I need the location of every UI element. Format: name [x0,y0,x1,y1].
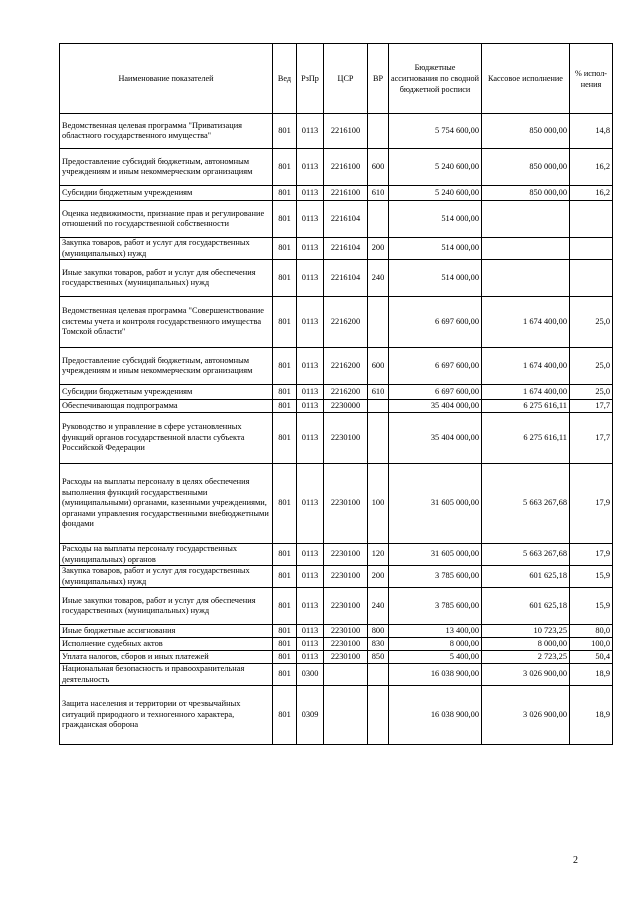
table-cell-csr [324,686,368,745]
table-cell-ved: 801 [273,664,297,686]
table-cell-cash: 2 723,25 [482,651,570,664]
table-cell-csr: 2216100 [324,114,368,149]
table-row [60,651,613,664]
table-cell-vr: 200 [368,566,389,588]
table-row [60,413,613,464]
table-cell-ved: 801 [273,114,297,149]
table-cell-csr: 2230000 [324,400,368,413]
table-cell-rzpr: 0113 [297,638,324,651]
table-cell-vr: 200 [368,238,389,260]
table-cell-assignments: 35 404 000,00 [389,413,482,464]
table-cell-rzpr: 0113 [297,114,324,149]
table-row [60,400,613,413]
table-cell-cash: 6 275 616,11 [482,413,570,464]
table-cell-ved: 801 [273,588,297,625]
table-cell-assignments: 31 605 000,00 [389,464,482,544]
table-cell-assignments: 6 697 600,00 [389,297,482,348]
table-cell-ved: 801 [273,638,297,651]
table-cell-vr: 240 [368,588,389,625]
table-cell-rzpr: 0113 [297,238,324,260]
table-row [60,566,613,588]
table-cell-percent: 18,9 [570,686,613,745]
table-cell-assignments: 5 240 600,00 [389,149,482,186]
header-assignments: Бюджетные ассигнования по сводной бюджетной росписи [389,44,482,114]
table-cell-vr [368,114,389,149]
table-row [60,464,613,544]
table-row [60,260,613,297]
table-row [60,686,613,745]
table-row [60,544,613,566]
table-cell-name: Защита населения и территории от чрезвычайных ситуаций природного и техногенного характера, гражданская оборона [60,686,273,745]
table-cell-assignments: 31 605 000,00 [389,544,482,566]
table-row [60,114,613,149]
table-cell-rzpr: 0113 [297,413,324,464]
table-cell-cash: 10 723,25 [482,625,570,638]
table-cell-vr [368,413,389,464]
table-cell-cash: 1 674 400,00 [482,385,570,400]
table-cell-ved: 801 [273,544,297,566]
table-cell-rzpr: 0113 [297,464,324,544]
table-cell-assignments: 514 000,00 [389,201,482,238]
table-cell-cash: 1 674 400,00 [482,348,570,385]
header-execution-percent: % испол-нения [570,44,613,114]
header-name: Наименование показателей [60,44,273,114]
table-cell-rzpr: 0113 [297,348,324,385]
table-cell-assignments: 6 697 600,00 [389,385,482,400]
header-ved: Вед [273,44,297,114]
table-cell-assignments: 16 038 900,00 [389,686,482,745]
header-csr: ЦСР [324,44,368,114]
table-cell-csr: 2230100 [324,464,368,544]
table-cell-rzpr: 0113 [297,260,324,297]
table-cell-ved: 801 [273,297,297,348]
table-cell-name: Закупка товаров, работ и услуг для государственных (муниципальных) нужд [60,566,273,588]
table-cell-vr: 800 [368,625,389,638]
table-cell-cash: 850 000,00 [482,114,570,149]
table-cell-vr [368,664,389,686]
table-body [60,114,613,745]
table-cell-assignments: 514 000,00 [389,260,482,297]
table-row [60,149,613,186]
table-cell-percent: 16,2 [570,149,613,186]
table-cell-rzpr: 0113 [297,201,324,238]
table-cell-name: Расходы на выплаты персоналу государственных (муниципальных) органов [60,544,273,566]
table-cell-name: Ведомственная целевая программа "Совершенствование системы учета и контроля государственного имущества Томской области" [60,297,273,348]
table-cell-vr: 610 [368,186,389,201]
table-cell-rzpr: 0113 [297,186,324,201]
table-cell-percent: 18,9 [570,664,613,686]
table-cell-ved: 801 [273,686,297,745]
table-cell-vr: 100 [368,464,389,544]
table-cell-csr: 2230100 [324,544,368,566]
table-cell-assignments: 6 697 600,00 [389,348,482,385]
table-cell-ved: 801 [273,651,297,664]
table-cell-csr: 2216200 [324,385,368,400]
table-cell-assignments: 16 038 900,00 [389,664,482,686]
table-cell-csr: 2216100 [324,186,368,201]
table-cell-name: Иные закупки товаров, работ и услуг для обеспечения государственных (муниципальных) нужд [60,588,273,625]
table-row [60,238,613,260]
table-cell-name: Субсидии бюджетным учреждениям [60,186,273,201]
table-cell-rzpr: 0113 [297,297,324,348]
table-cell-percent: 25,0 [570,348,613,385]
page-number: 2 [573,855,578,866]
table-cell-name: Расходы на выплаты персоналу в целях обеспечения выполнения функций государственными (муниципальными) органами, казенными учреждениями, органами управления государственными внебюджетными фондами [60,464,273,544]
table-cell-csr: 2230100 [324,413,368,464]
table-cell-percent: 25,0 [570,385,613,400]
header-cash-execution: Кассовое исполнение [482,44,570,114]
table-cell-name: Иные закупки товаров, работ и услуг для обеспечения государственных (муниципальных) нужд [60,260,273,297]
table-cell-name: Предоставление субсидий бюджетным, автономным учреждениям и иным некоммерческим организациям [60,348,273,385]
table-cell-ved: 801 [273,385,297,400]
table-cell-percent: 50,4 [570,651,613,664]
table-cell-vr [368,400,389,413]
table-cell-name: Субсидии бюджетным учреждениям [60,385,273,400]
table-cell-percent: 25,0 [570,297,613,348]
table-cell-ved: 801 [273,201,297,238]
table-cell-vr: 610 [368,385,389,400]
table-cell-ved: 801 [273,186,297,201]
table-cell-vr [368,297,389,348]
table-cell-cash: 601 625,18 [482,566,570,588]
table-cell-ved: 801 [273,566,297,588]
table-cell-vr [368,201,389,238]
table-cell-vr [368,686,389,745]
table-cell-vr: 240 [368,260,389,297]
table-cell-csr: 2216104 [324,238,368,260]
table-row [60,385,613,400]
table-row [60,588,613,625]
table-cell-assignments: 3 785 600,00 [389,566,482,588]
table-cell-cash: 3 026 900,00 [482,686,570,745]
table-cell-name: Закупка товаров, работ и услуг для государственных (муниципальных) нужд [60,238,273,260]
table-cell-percent [570,201,613,238]
table-cell-assignments: 514 000,00 [389,238,482,260]
table-cell-cash [482,238,570,260]
table-row [60,664,613,686]
table-cell-cash: 5 663 267,68 [482,464,570,544]
table-cell-rzpr: 0113 [297,385,324,400]
table-cell-cash: 6 275 616,11 [482,400,570,413]
table-cell-cash: 5 663 267,68 [482,544,570,566]
table-cell-cash: 850 000,00 [482,149,570,186]
table-cell-vr: 600 [368,149,389,186]
table-cell-percent: 17,7 [570,400,613,413]
table-cell-rzpr: 0113 [297,651,324,664]
table-cell-vr: 830 [368,638,389,651]
table-row [60,348,613,385]
table-cell-rzpr: 0309 [297,686,324,745]
table-cell-assignments: 5 754 600,00 [389,114,482,149]
table-cell-cash: 601 625,18 [482,588,570,625]
table-cell-name: Национальная безопасность и правоохранительная деятельность [60,664,273,686]
table-cell-cash: 8 000,00 [482,638,570,651]
table-cell-csr: 2230100 [324,625,368,638]
table-cell-rzpr: 0113 [297,400,324,413]
table-cell-percent: 80,0 [570,625,613,638]
table-cell-assignments: 13 400,00 [389,625,482,638]
budget-table [59,43,613,745]
table-cell-cash: 850 000,00 [482,186,570,201]
header-rzpr: РзПр [297,44,324,114]
table-cell-name: Оценка недвижимости, признание прав и регулирование отношений по государственной собственности [60,201,273,238]
table-cell-csr: 2216200 [324,297,368,348]
table-cell-ved: 801 [273,400,297,413]
header-vr: ВР [368,44,389,114]
table-cell-ved: 801 [273,149,297,186]
table-cell-ved: 801 [273,260,297,297]
table-cell-csr: 2216200 [324,348,368,385]
table-cell-rzpr: 0113 [297,625,324,638]
table-cell-vr: 120 [368,544,389,566]
table-row [60,186,613,201]
table-cell-percent: 15,9 [570,566,613,588]
table-cell-assignments: 5 400,00 [389,651,482,664]
table-cell-ved: 801 [273,348,297,385]
table-cell-cash: 3 026 900,00 [482,664,570,686]
table-cell-percent [570,238,613,260]
table-cell-percent: 14,8 [570,114,613,149]
table-cell-csr: 2230100 [324,588,368,625]
table-cell-csr: 2216104 [324,201,368,238]
table-cell-vr: 850 [368,651,389,664]
table-cell-percent: 17,9 [570,544,613,566]
table-cell-percent: 15,9 [570,588,613,625]
table-cell-vr: 600 [368,348,389,385]
table-cell-assignments: 5 240 600,00 [389,186,482,201]
table-cell-name: Ведомственная целевая программа "Приватизация областного государственного имущества" [60,114,273,149]
table-cell-name: Руководство и управление в сфере установленных функций органов государственной власти субъекта Российской Федерации [60,413,273,464]
table-row [60,297,613,348]
table-cell-rzpr: 0113 [297,149,324,186]
table-row [60,638,613,651]
table-cell-rzpr: 0113 [297,566,324,588]
table-cell-csr: 2230100 [324,566,368,588]
table-cell-cash: 1 674 400,00 [482,297,570,348]
table-cell-name: Уплата налогов, сборов и иных платежей [60,651,273,664]
table-cell-csr: 2216100 [324,149,368,186]
table-cell-cash [482,260,570,297]
table-cell-assignments: 8 000,00 [389,638,482,651]
table-cell-csr [324,664,368,686]
table-row [60,201,613,238]
table-cell-name: Обеспечивающая подпрограмма [60,400,273,413]
table-cell-name: Иные бюджетные ассигнования [60,625,273,638]
table-cell-assignments: 35 404 000,00 [389,400,482,413]
table-cell-ved: 801 [273,625,297,638]
table-cell-csr: 2230100 [324,638,368,651]
table-cell-rzpr: 0300 [297,664,324,686]
table-cell-percent: 17,7 [570,413,613,464]
table-cell-rzpr: 0113 [297,588,324,625]
table-cell-cash [482,201,570,238]
table-cell-ved: 801 [273,464,297,544]
table-cell-percent: 100,0 [570,638,613,651]
table-cell-name: Предоставление субсидий бюджетным, автономным учреждениям и иным некоммерческим организациям [60,149,273,186]
table-cell-rzpr: 0113 [297,544,324,566]
table-cell-csr: 2230100 [324,651,368,664]
table-cell-ved: 801 [273,413,297,464]
table-header-row [60,44,613,114]
table-cell-csr: 2216104 [324,260,368,297]
table-cell-ved: 801 [273,238,297,260]
table-row [60,625,613,638]
table-cell-percent [570,260,613,297]
table-cell-percent: 16,2 [570,186,613,201]
table-cell-assignments: 3 785 600,00 [389,588,482,625]
table-cell-percent: 17,9 [570,464,613,544]
table-cell-name: Исполнение судебных актов [60,638,273,651]
